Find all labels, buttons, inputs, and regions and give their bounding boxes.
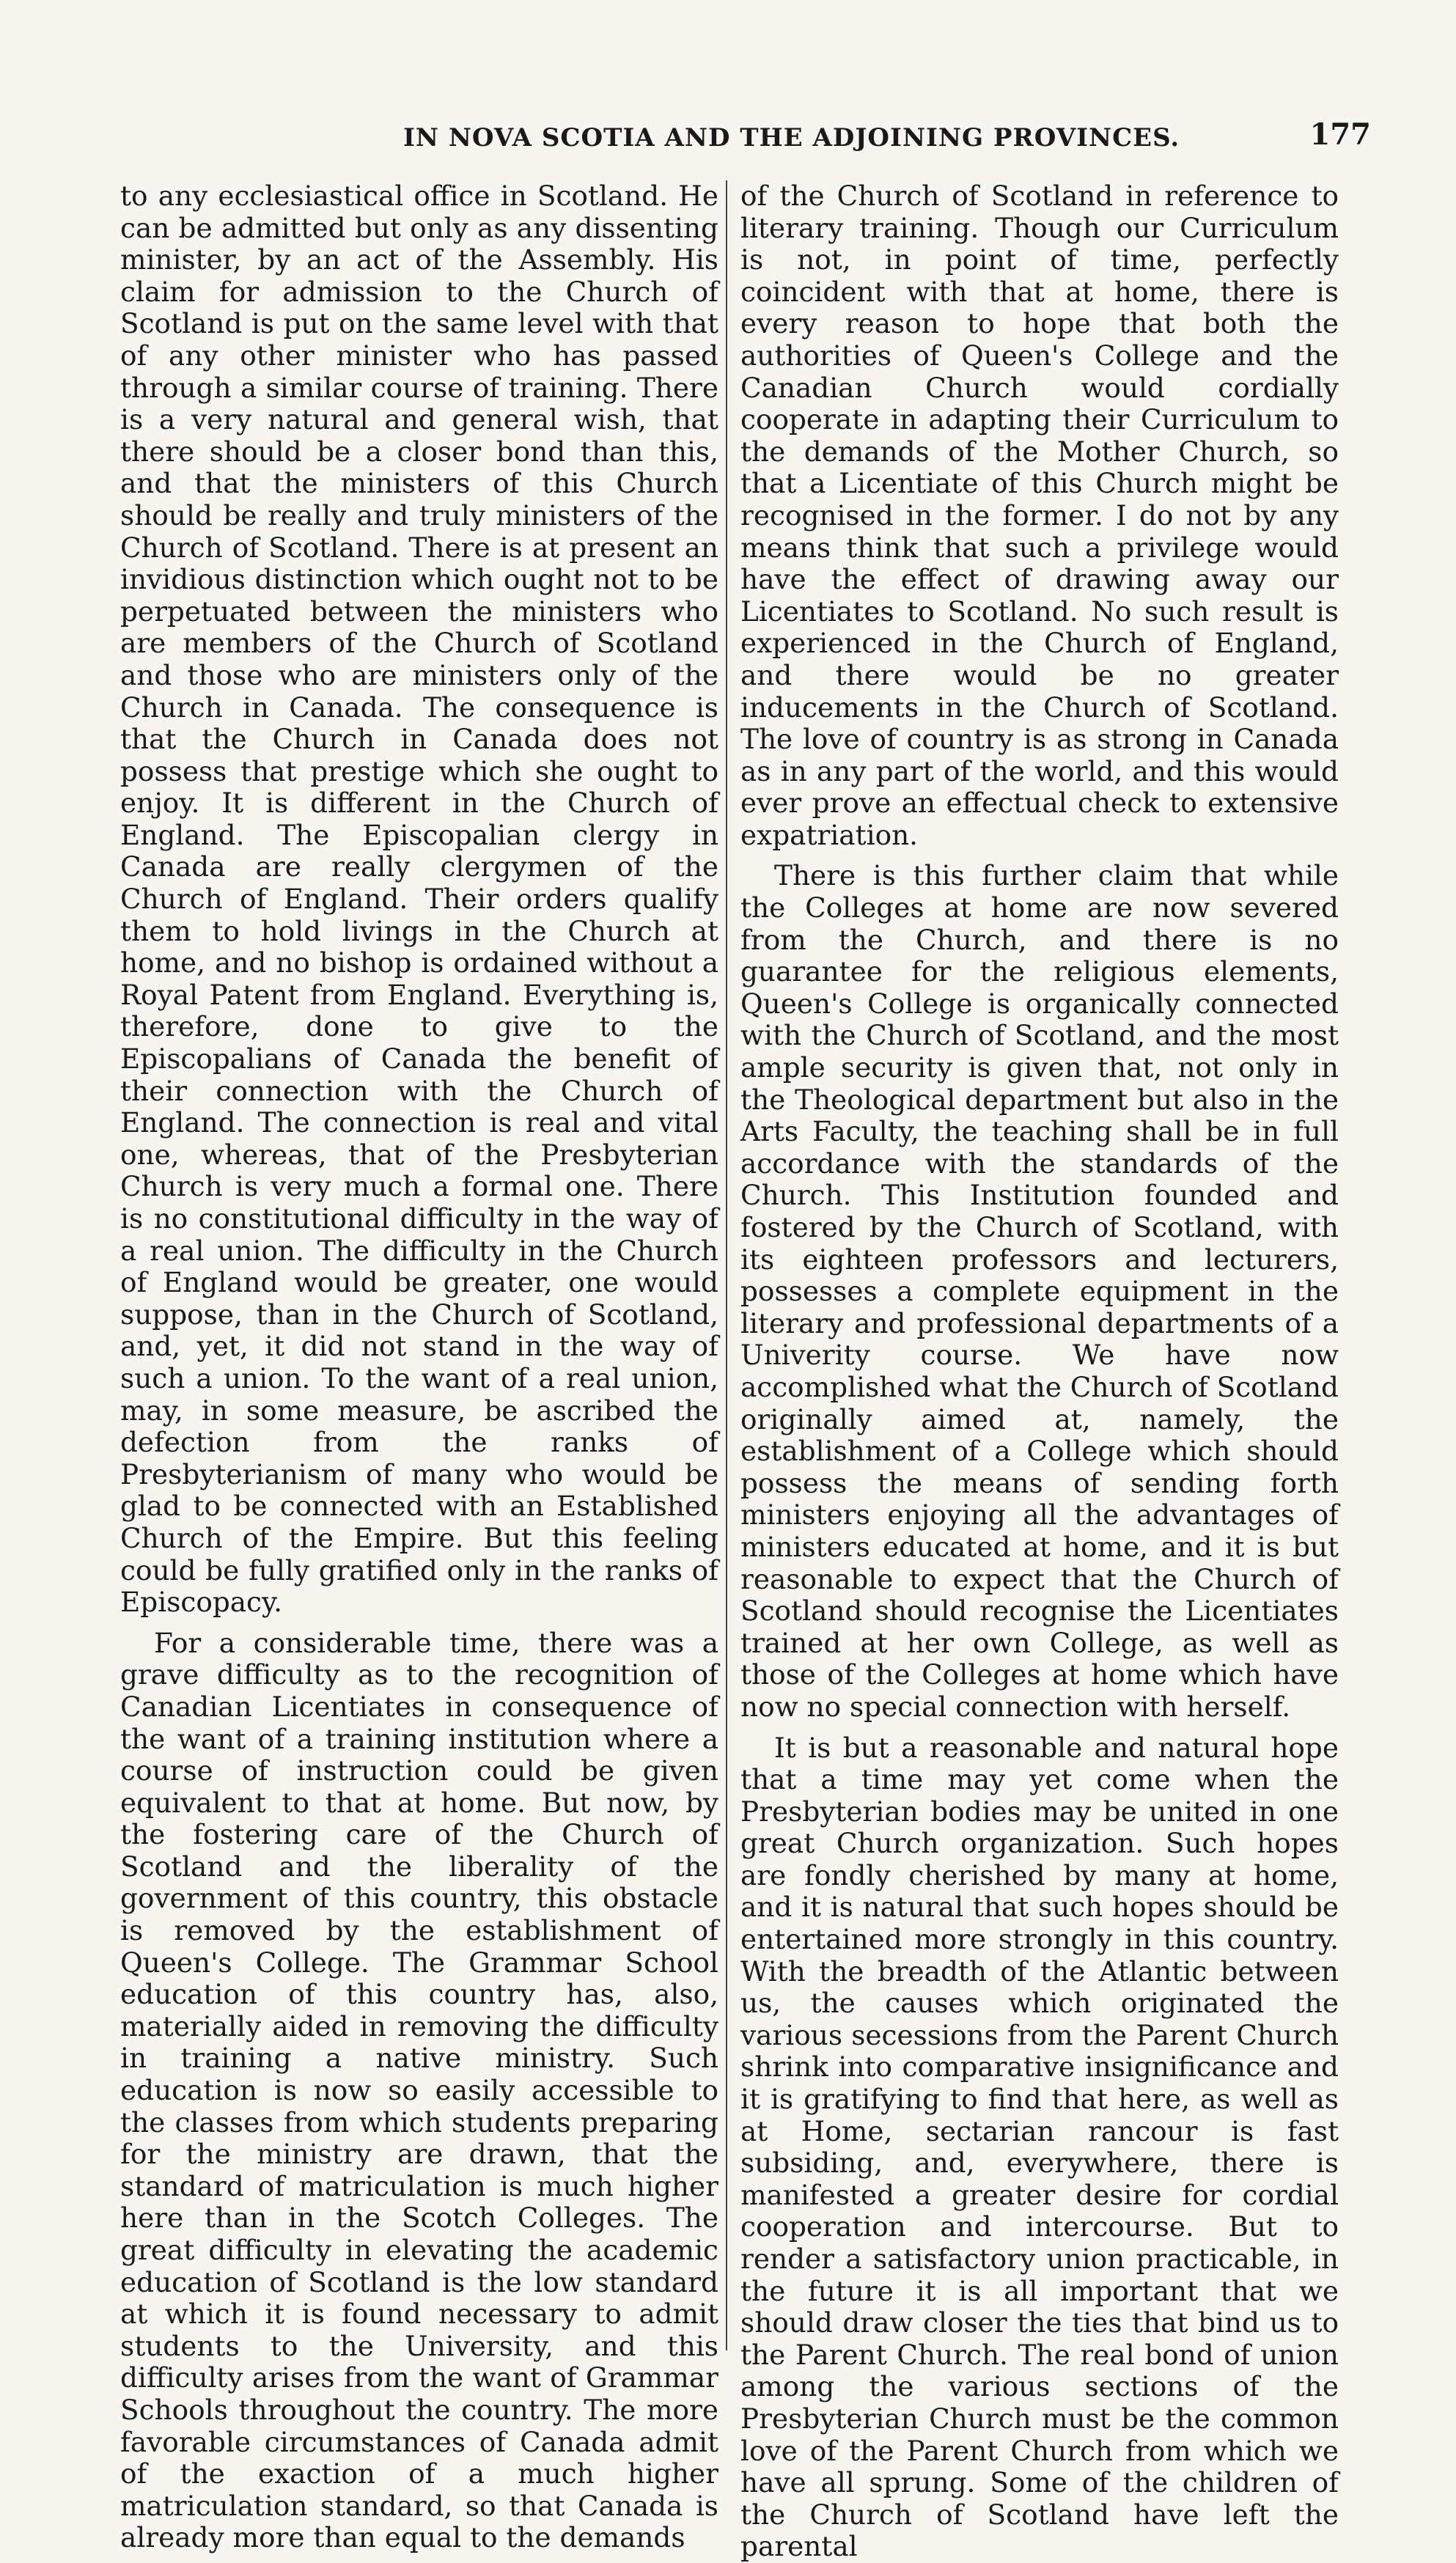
column-divider: [726, 180, 727, 2350]
page-number: 177: [1309, 117, 1371, 152]
running-head: IN NOVA SCOTIA AND THE ADJOINING PROVINCES.: [403, 123, 1180, 152]
right-paragraph-2: There is this further claim that while the Colleges at home are now severed from the Church, and there is no guarantee for the religious elements, Queen's College is organically connected with the Church of Scotland, and the most ample security is given that, not only in the Theological department but also in the Arts Faculty, the teaching shall be in full accordance with the standards of the Church. This Institution founded and fostered by the Church of Scotland, with its eighteen professors and lecturers, possesses a complete equipment in the literary and professional departments of a Univerity course. We have now accomplished what the Church of Scotland originally aimed at, namely, the establishment of a College which should possess the means of sending forth ministers enjoying all the advantages of ministers educated at home, and it is but reasonable to expect that the Church of Scotland should recognise the Licentiates trained at her own College, as well as those of the Colleges at home which have now no special connection with herself.: [740, 859, 1339, 1723]
left-paragraph-1: to any ecclesiastical office in Scotland. He can be admitted but only as any dissenting minister, by an act of the Assembly. His claim for admission to the Church of Scotland is put on the same level with that of any other minister who has passed through a similar course of training. There is a very natural and general wish, that there should be a closer bond than this, and that the ministers of this Church should be really and truly ministers of the Church of Scotland. There is at present an invidious distinction which ought not to be perpetuated between the ministers who are members of the Church of Scotland and those who are ministers only of the Church in Canada. The consequence is that the Church in Canada does not possess that prestige which she ought to enjoy. It is different in the Church of England. The Episcopalian clergy in Canada are really clergymen of the Church of England. Their orders qualify them to hold livings in the Church at home, and no bishop is ordained without a Royal Patent from England. Everything is, therefore, done to give to the Episcopalians of Canada the benefit of their connection with the Church of England. The connection is real and vital one, whereas, that of the Presbyterian Church is very much a formal one. There is no constitutional difficulty in the way of a real union. The difficulty in the Church of England would be greater, one would suppose, than in the Church of Scotland, and, yet, it did not stand in the way of such a union. To the want of a real union, may, in some measure, be ascribed the defection from the ranks of Presbyterianism of many who would be glad to be connected with an Established Church of the Empire. But this feeling could be fully gratified only in the ranks of Episcopacy.: [120, 180, 718, 1619]
left-column: [120, 180, 718, 2554]
page-header: [125, 117, 1371, 161]
right-paragraph-1: of the Church of Scotland in reference to literary training. Though our Curriculum is not, in point of time, perfectly coincident with that at home, there is every reason to hope that both the authorities of Queen's College and the Canadian Church would cordially cooperate in adapting their Curriculum to the demands of the Mother Church, so that a Licentiate of this Church might be recognised in the former. I do not by any means think that such a privilege would have the effect of drawing away our Licentiates to Scotland. No such result is experienced in the Church of England, and there would be no greater inducements in the Church of Scotland. The love of country is as strong in Canada as in any part of the world, and this would ever prove an effectual check to extensive expatriation.: [740, 180, 1339, 851]
right-column: [740, 180, 1339, 2563]
left-paragraph-2: For a considerable time, there was a grave difficulty as to the recognition of Canadian Licentiates in consequence of the want of a training institution where a course of instruction could be given equivalent to that at home. But now, by the fostering care of the Church of Scotland and the liberality of the government of this country, this obstacle is removed by the establishment of Queen's College. The Grammar School education of this country has, also, materially aided in removing the difficulty in training a native ministry. Such education is now so easily accessible to the classes from which students preparing for the ministry are drawn, that the standard of matriculation is much higher here than in the Scotch Colleges. The great difficulty in elevating the academic education of Scotland is the low standard at which it is found necessary to admit students to the University, and this difficulty arises from the want of Grammar Schools throughout the country. The more favorable circumstances of Canada admit of the exaction of a much higher matriculation standard, so that Canada is already more than equal to the demands: [120, 1626, 718, 2554]
right-paragraph-3: It is but a reasonable and natural hope that a time may yet come when the Presbyterian bodies may be united in one great Church organization. Such hopes are fondly cherished by many at home, and it is natural that such hopes should be entertained more strongly in this country. With the breadth of the Atlantic between us, the causes which originated the various secessions from the Parent Church shrink into comparative insignificance and it is gratifying to find that here, as well as at Home, sectarian rancour is fast subsiding, and, everywhere, there is manifested a greater desire for cordial cooperation and intercourse. But to render a satisfactory union practicable, in the future it is all important that we should draw closer the ties that bind us to the Parent Church. The real bond of union among the various sections of the Presbyterian Church must be the common love of the Parent Church from which we have all sprung. Some of the children of the Church of Scotland have left the parental: [740, 1731, 1339, 2563]
